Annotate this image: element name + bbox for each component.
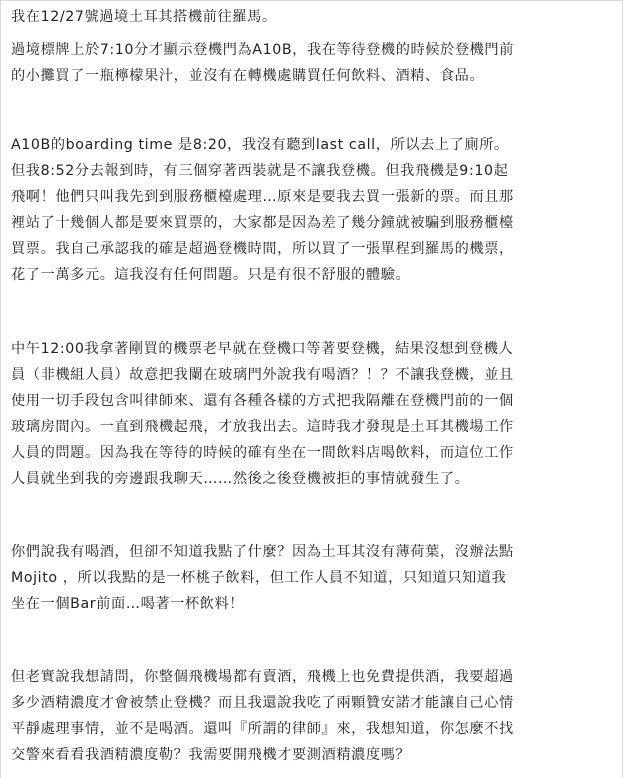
text-line: 使用一切手段包含叫律師來、還有各種各樣的方式把我隔離在登機門前的一個 <box>11 393 514 409</box>
paragraph-intro <box>11 4 277 30</box>
text-line: 但老實說我想請問，你整個飛機場都有賣酒，飛機上也免費提供酒，我要超過 <box>11 669 514 685</box>
text-line: 多少酒精濃度才會被禁止登機？而且我還說我吃了兩顆贊安諾才能讓自己心情 <box>11 695 514 711</box>
text-line: 你們說我有喝酒，但卻不知道我點了什麼？因為土耳其沒有薄荷葉，沒辦法點 <box>11 544 514 560</box>
text-line: 飛啊！他們只叫我先到到服務櫃檯處理…原來是要我去買一張新的票。而且那 <box>11 189 514 205</box>
paragraph-question <box>11 664 514 768</box>
text-line: 裡站了十幾個人都是要來買票的，大家都是因為差了幾分鐘就被騙到服務櫃檯 <box>11 215 514 231</box>
text-line: Mojito ，所以我點的是一杯桃子飲料，但工作人員不知道，只知道只知道我 <box>11 570 507 586</box>
text-line: 玻璃房間內。一直到飛機起飛，才放我出去。這時我才發現是土耳其機場工作 <box>11 419 514 435</box>
text-line: 買票。我自己承認我的確是超過登機時間，所以買了一張單程到羅馬的機票， <box>11 241 514 257</box>
paragraph-gate-info <box>11 37 514 89</box>
text-line: 人員的問題。因為我在等待的時候的確有坐在一間飲料店喝飲料，而這位工作 <box>11 445 514 461</box>
text-line: 平靜處理事情，並不是喝酒。還叫『所謂的律師』來，我想知道，你怎麼不找 <box>11 721 514 737</box>
paragraph-noon-denied <box>11 336 514 492</box>
text-line: 員（非機組人員）故意把我闌在玻璃門外說我有喝酒？！？不讓我登機，並且 <box>11 367 514 383</box>
text-line: 人員就坐到我的旁邊跟我聊天……然後之後登機被拒的事情就發生了。 <box>11 471 470 487</box>
text-line: A10B的boarding time 是8:20，我沒有聽到last call，所以去上了廁所。 <box>11 137 509 153</box>
paragraph-drink <box>11 539 514 617</box>
text-line: 過境標牌上於7:10分才顯示登機門為A10B，我在等待登機的時候於登機門前 <box>11 42 514 58</box>
text-line: 坐在一個Bar前面…喝著一杯飲料！ <box>11 596 245 612</box>
text-line: 但我8:52分去報到時，有三個穿著西裝就是不讓我登機。但我飛機是9:10起 <box>11 163 509 179</box>
text-line: 的小攤買了一瓶檸檬果汁，並沒有在轉機處購買任何飲料、酒精、食品。 <box>11 68 485 84</box>
text-line: 交警來看看我酒精濃度勒？我需要開飛機才要測酒精濃度嗎？ <box>11 747 411 763</box>
text-line: 花了一萬多元。這我沒有任何問題。只是有很不舒服的體驗。 <box>11 267 411 283</box>
paragraph-boarding <box>11 132 514 288</box>
text-line: 中午12:00我拿著剛買的機票老早就在登機口等著要登機，結果沒想到登機人 <box>11 341 514 357</box>
text-line: 我在12/27號過境土耳其搭機前往羅馬。 <box>11 9 277 25</box>
